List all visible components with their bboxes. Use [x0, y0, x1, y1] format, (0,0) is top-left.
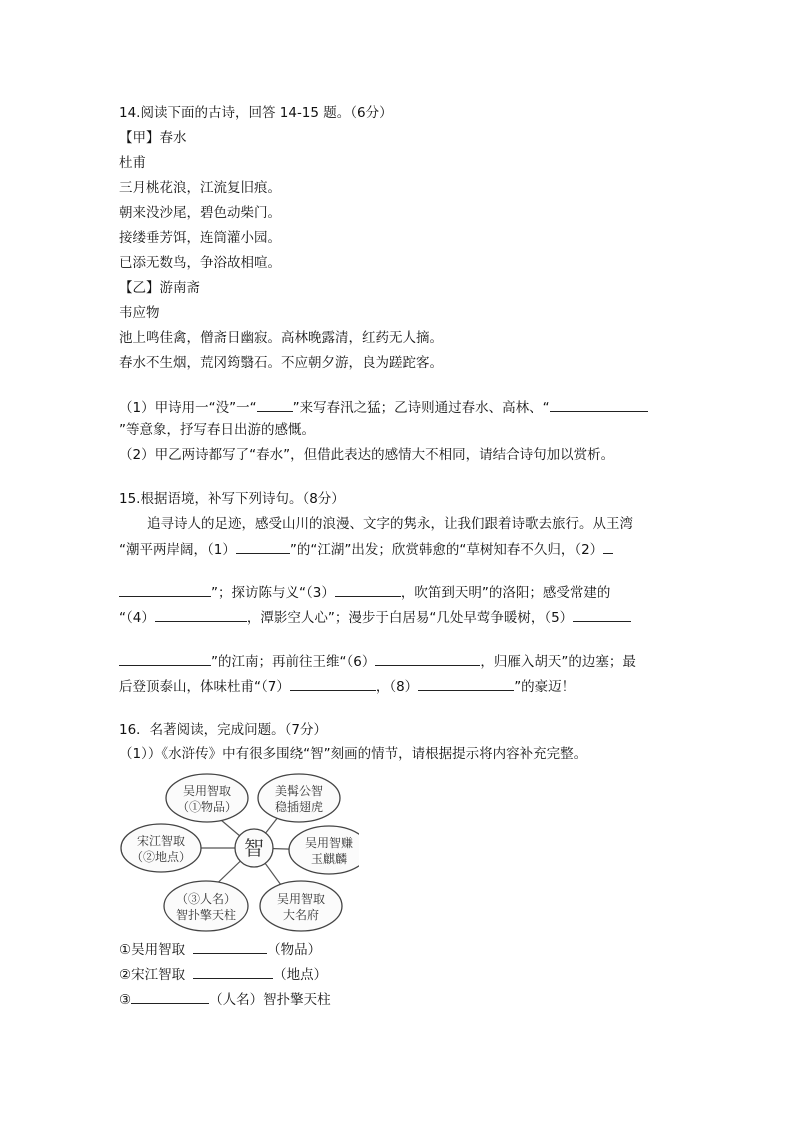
poem-jia-line: 已添无数鸟，争浴故相喧。: [119, 255, 281, 271]
poem-jia-line: 朝来没沙尾，碧色动柴门。: [119, 205, 281, 221]
mind-map-node-label: 吴用智取: [276, 892, 326, 906]
q15-text: “潮平两岸阔，（1）: [119, 542, 236, 558]
q16-answer-line: [119, 990, 331, 1009]
q15-text: ”的“江湖”出发；欣赏韩愈的“草树知春不久归，（2）: [289, 542, 604, 558]
mind-map-node-label: 宋江智取: [136, 834, 186, 848]
q16-text: ①吴用智取: [119, 942, 186, 958]
q14-sub1-text-a: （1）甲诗用一“没”一“: [119, 400, 257, 416]
answer-blank[interactable]: [550, 398, 648, 412]
answer-blank[interactable]: [193, 965, 273, 979]
mind-map-node: [260, 881, 342, 931]
poem-jia-line: 三月桃花浪，江流复旧痕。: [119, 180, 281, 196]
answer-blank[interactable]: [290, 677, 376, 691]
q15-para-line: [119, 608, 631, 627]
q15-text: ”；探访陈与义“（3）: [211, 585, 335, 601]
q16-answer-line: [119, 940, 321, 959]
q15-title: 15.根据语境，补写下列诗句。（8分）: [119, 491, 345, 507]
q16-text: （物品）: [267, 942, 322, 958]
q15-text: ，（8）: [375, 679, 419, 695]
q15-text: ，潭影空人心”；漫步于白居易“几处早莺争暖树，（5）: [246, 610, 574, 626]
poem-yi-line: 春水不生烟，荒冈筠翳石。不应朝夕游，良为蹉跎客。: [119, 355, 443, 371]
answer-blank[interactable]: [193, 940, 267, 954]
answer-blank[interactable]: [335, 583, 401, 597]
mind-map-node-label: 稳插翅虎: [274, 800, 324, 814]
q16-title: 16．名著阅读，完成问题。（7分）: [119, 722, 328, 738]
mind-map-node-label: 美髯公智: [274, 784, 324, 798]
mind-map-node-label: 智扑擎天柱: [175, 908, 237, 922]
q15-para-line: [119, 677, 575, 696]
answer-blank[interactable]: [573, 608, 631, 622]
mind-map-svg: [119, 768, 359, 938]
mind-map-node: [164, 881, 248, 931]
mind-map-node-label: （②地点）: [130, 850, 192, 864]
q16-sub1: （1））《水浒传》中有很多围绕“智”刻画的情节，请根据提示将内容补充完整。: [119, 746, 588, 762]
mind-map-node: [166, 774, 248, 822]
answer-blank[interactable]: [257, 398, 293, 412]
mind-map-node: [121, 824, 201, 872]
q16-text: （地点）: [273, 967, 328, 983]
q16-answer-line: [119, 965, 327, 984]
q15-text: ”的江南；再前往王维“（6）: [211, 654, 376, 670]
answer-blank[interactable]: [375, 652, 480, 666]
q14-sub2: （2）甲乙两诗都写了“春水”，但借此表达的感情大不相同，请结合诗句加以赏析。: [119, 447, 615, 463]
poem-jia-title: 【甲】春水: [119, 130, 187, 146]
q15-para-line: 追寻诗人的足迹，感受山川的浪漫、文字的隽永，让我们跟着诗歌去旅行。从王湾: [147, 516, 633, 532]
poem-yi-title: 【乙】游南斋: [119, 280, 200, 296]
q14-sub1-cont: ”等意象，抒写春日出游的感慨。: [119, 422, 315, 438]
q15-text: ”的豪迈！: [514, 679, 576, 695]
q15-para-line: [119, 652, 636, 671]
mind-map-node-label: 玉麒麟: [310, 852, 348, 866]
q14-title: 14.阅读下面的古诗，回答 14-15 题。（6分）: [119, 105, 393, 121]
answer-blank[interactable]: [603, 540, 613, 554]
mind-map-figure: [119, 768, 359, 938]
q14-sub1: [119, 398, 648, 417]
q15-para-line: [119, 540, 613, 559]
answer-blank[interactable]: [119, 583, 211, 597]
answer-blank[interactable]: [418, 677, 514, 691]
poem-jia-line: 接缕垂芳饵，连筒灌小园。: [119, 230, 281, 246]
poem-jia-author: 杜甫: [119, 155, 146, 171]
q15-text: ，吹笛到天明”的洛阳；感受常建的: [400, 585, 611, 601]
q15-text: 后登顶泰山，体味杜甫“（7）: [119, 679, 290, 695]
poem-yi-line: 池上鸣佳禽，僧斋日幽寂。高林晚露清，红药无人摘。: [119, 330, 443, 346]
mind-map-center-label: 智: [244, 836, 264, 860]
q14-sub1-text-b: ”来写春汛之猛；乙诗则通过春水、高林、“: [292, 400, 550, 416]
mind-map-node-label: （①物品）: [176, 800, 238, 814]
mind-map-node-label: 大名府: [282, 908, 320, 922]
answer-blank[interactable]: [119, 652, 211, 666]
poem-yi-author: 韦应物: [119, 305, 160, 321]
q16-text: （人名）智扑擎天柱: [209, 992, 331, 1008]
q15-para-line: [119, 583, 610, 602]
q16-text: ③: [119, 992, 132, 1008]
answer-blank[interactable]: [131, 990, 209, 1004]
mind-map-node: [258, 774, 340, 822]
mind-map-node-label: （③人名）: [175, 892, 237, 906]
q15-text: ，归雁入胡天”的边塞；最: [480, 654, 636, 670]
mind-map-node: [289, 826, 359, 874]
q16-text: ②宋江智取: [119, 967, 186, 983]
mind-map-node-label: 吴用智赚: [304, 836, 354, 850]
q15-text: “（4）: [119, 610, 155, 626]
answer-blank[interactable]: [155, 608, 247, 622]
mind-map-node-label: 吴用智取: [182, 784, 232, 798]
answer-blank[interactable]: [236, 540, 290, 554]
